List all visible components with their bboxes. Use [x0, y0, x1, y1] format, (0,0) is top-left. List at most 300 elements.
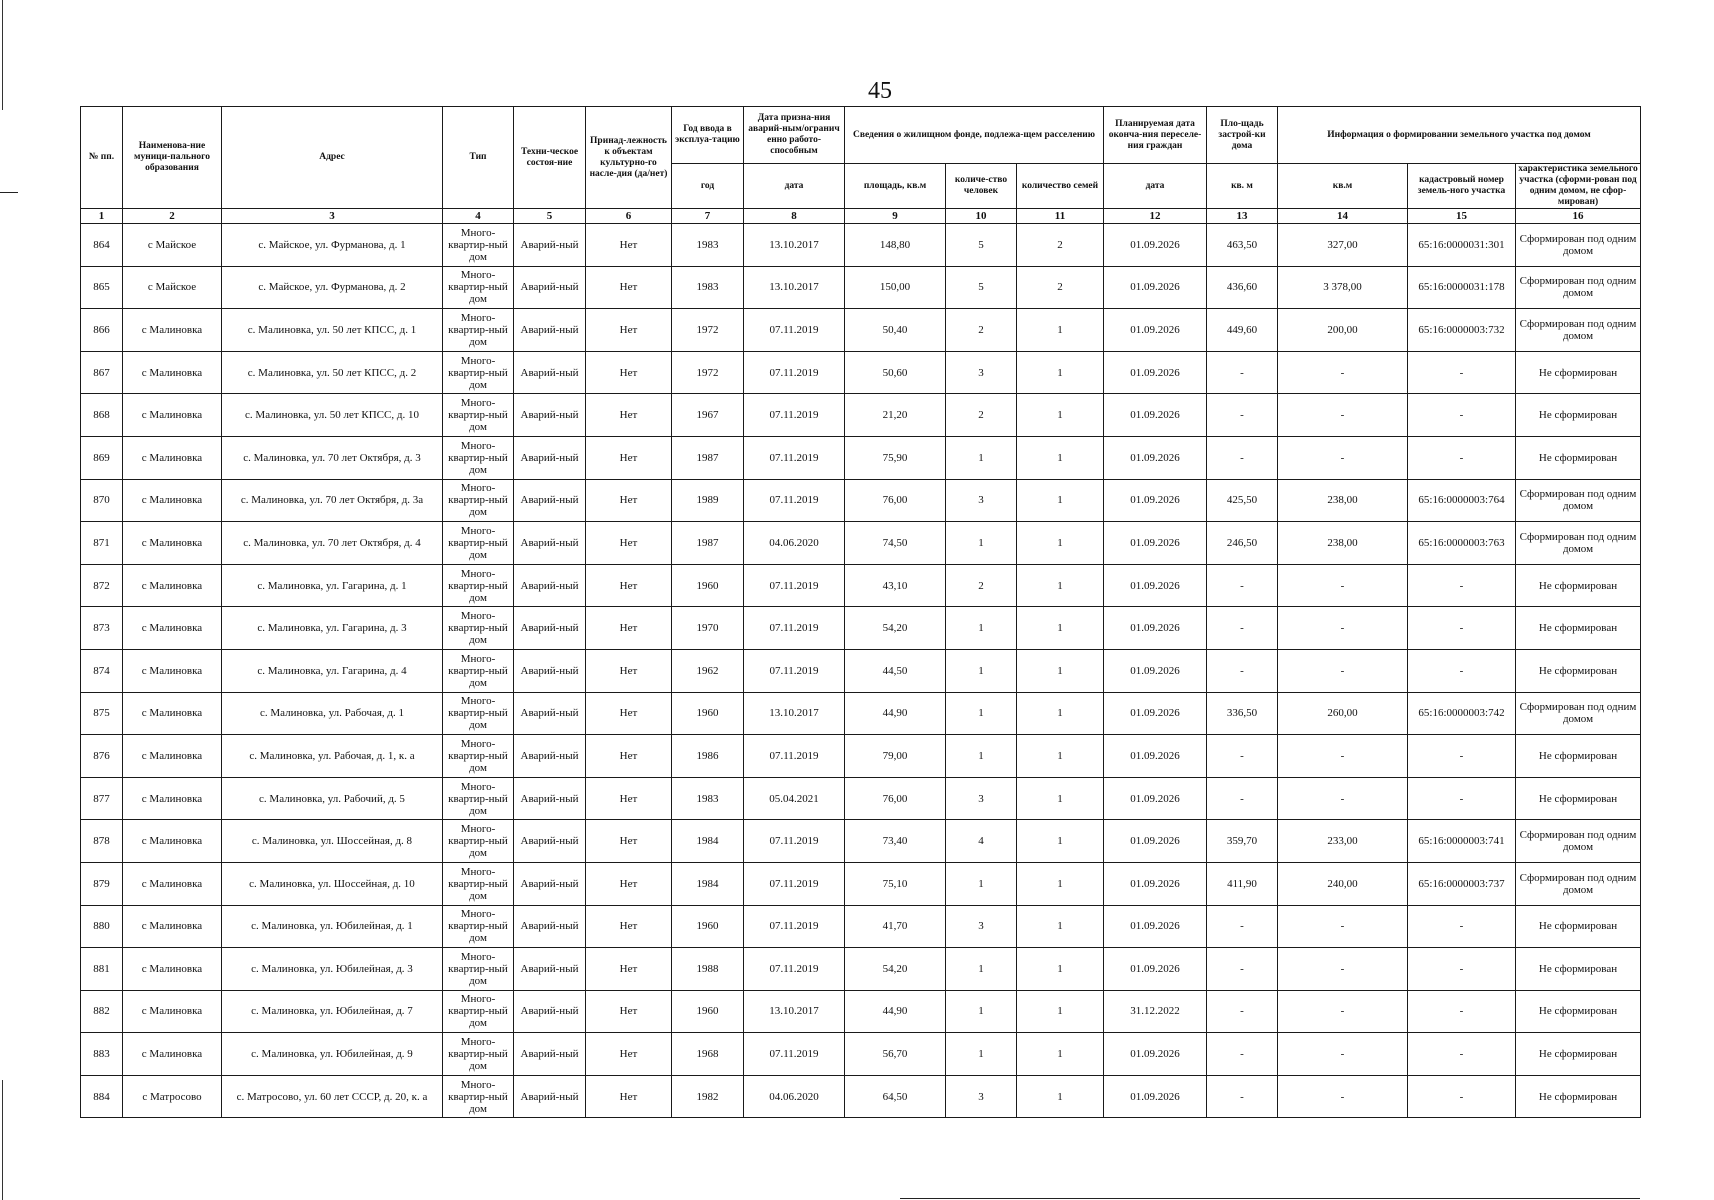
cell-emergency-date: 07.11.2019 — [744, 1033, 845, 1076]
cell-cultural-heritage: Нет — [586, 394, 672, 437]
cell-land-area: - — [1278, 905, 1408, 948]
cell-planned-date: 31.12.2022 — [1104, 990, 1207, 1033]
cell-planned-date: 01.09.2026 — [1104, 309, 1207, 352]
cell-cultural-heritage: Нет — [586, 862, 672, 905]
cell-tech-state: Аварий-ный — [514, 649, 586, 692]
cell-building-area: - — [1207, 1033, 1278, 1076]
cell-building-area: - — [1207, 436, 1278, 479]
cell-commission-year: 1987 — [672, 436, 744, 479]
header-family-count: количество семей — [1017, 164, 1104, 209]
header-land-area-unit: кв.м — [1278, 164, 1408, 209]
cell-land-area: - — [1278, 777, 1408, 820]
cell-building-type: Много-квартир-ный дом — [443, 394, 514, 437]
cell-building-type: Много-квартир-ный дом — [443, 905, 514, 948]
cell-land-area: - — [1278, 394, 1408, 437]
cell-people-count: 1 — [946, 735, 1017, 778]
cell-cadastral-number: - — [1408, 649, 1516, 692]
cell-municipality: с Матросово — [123, 1075, 222, 1118]
cell-commission-year: 1967 — [672, 394, 744, 437]
cell-planned-date: 01.09.2026 — [1104, 1033, 1207, 1076]
cell-row-number: 866 — [81, 309, 123, 352]
cell-building-type: Много-квартир-ный дом — [443, 224, 514, 267]
cell-row-number: 884 — [81, 1075, 123, 1118]
cell-land-status: Не сформирован — [1516, 607, 1641, 650]
cell-land-status: Не сформирован — [1516, 351, 1641, 394]
cell-people-count: 2 — [946, 564, 1017, 607]
scan-line-bottom — [900, 1198, 1640, 1199]
header-housing-info: Сведения о жилищном фонде, подлежа-щем расселению — [845, 107, 1104, 164]
column-number: 5 — [514, 209, 586, 224]
cell-living-area: 44,90 — [845, 692, 946, 735]
cell-emergency-date: 05.04.2021 — [744, 777, 845, 820]
cell-cultural-heritage: Нет — [586, 309, 672, 352]
cell-commission-year: 1988 — [672, 948, 744, 991]
header-no: № пп. — [81, 107, 123, 209]
cell-commission-year: 1983 — [672, 224, 744, 267]
cell-municipality: с Малиновка — [123, 309, 222, 352]
cell-municipality: с Малиновка — [123, 522, 222, 565]
cell-family-count: 1 — [1017, 522, 1104, 565]
cell-tech-state: Аварий-ный — [514, 351, 586, 394]
cell-emergency-date: 07.11.2019 — [744, 905, 845, 948]
table-body — [81, 224, 1641, 1118]
cell-commission-year: 1983 — [672, 777, 744, 820]
cell-planned-date: 01.09.2026 — [1104, 777, 1207, 820]
table-row — [81, 522, 1641, 565]
table-row — [81, 309, 1641, 352]
header-tech-state: Техни-ческое состоя-ние — [514, 107, 586, 209]
cell-municipality: с Малиновка — [123, 564, 222, 607]
cell-living-area: 75,90 — [845, 436, 946, 479]
cell-emergency-date: 07.11.2019 — [744, 436, 845, 479]
cell-building-area: - — [1207, 1075, 1278, 1118]
cell-row-number: 872 — [81, 564, 123, 607]
cell-cultural-heritage: Нет — [586, 990, 672, 1033]
cell-building-area: 463,50 — [1207, 224, 1278, 267]
cell-building-area: - — [1207, 948, 1278, 991]
cell-land-area: 238,00 — [1278, 479, 1408, 522]
cell-address: с. Малиновка, ул. Шоссейная, д. 10 — [222, 862, 443, 905]
cell-building-type: Много-квартир-ный дом — [443, 479, 514, 522]
cell-row-number: 875 — [81, 692, 123, 735]
cell-building-area: - — [1207, 990, 1278, 1033]
cell-land-area: - — [1278, 607, 1408, 650]
cell-municipality: с Малиновка — [123, 777, 222, 820]
header-people-count: количе-ство человек — [946, 164, 1017, 209]
column-number: 11 — [1017, 209, 1104, 224]
margin-mark-top — [2, 0, 3, 110]
cell-family-count: 1 — [1017, 948, 1104, 991]
cell-building-area: - — [1207, 777, 1278, 820]
cell-building-type: Много-квартир-ный дом — [443, 564, 514, 607]
column-number: 6 — [586, 209, 672, 224]
cell-land-status: Не сформирован — [1516, 948, 1641, 991]
cell-address: с. Малиновка, ул. Юбилейная, д. 9 — [222, 1033, 443, 1076]
cell-row-number: 869 — [81, 436, 123, 479]
cell-land-area: 327,00 — [1278, 224, 1408, 267]
cell-building-type: Много-квартир-ный дом — [443, 309, 514, 352]
header-cultural-heritage: Принад-лежность к объектам культурно-го насле-дия (да/нет) — [586, 107, 672, 209]
cell-family-count: 1 — [1017, 905, 1104, 948]
table-row — [81, 905, 1641, 948]
cell-address: с. Матросово, ул. 60 лет СССР, д. 20, к. а — [222, 1075, 443, 1118]
cell-building-area: - — [1207, 564, 1278, 607]
cell-building-area: 425,50 — [1207, 479, 1278, 522]
cell-land-status: Не сформирован — [1516, 1033, 1641, 1076]
cell-emergency-date: 13.10.2017 — [744, 990, 845, 1033]
header-municipality: Наименова-ние муници-пального образования — [123, 107, 222, 209]
cell-emergency-date: 07.11.2019 — [744, 820, 845, 863]
cell-family-count: 1 — [1017, 692, 1104, 735]
cell-land-area: 240,00 — [1278, 862, 1408, 905]
cell-commission-year: 1983 — [672, 266, 744, 309]
cell-cadastral-number: - — [1408, 1033, 1516, 1076]
cell-land-area: - — [1278, 990, 1408, 1033]
cell-building-area: 411,90 — [1207, 862, 1278, 905]
page-number: 45 — [868, 78, 892, 104]
cell-cadastral-number: 65:16:0000003:737 — [1408, 862, 1516, 905]
cell-row-number: 876 — [81, 735, 123, 778]
cell-building-area: 436,60 — [1207, 266, 1278, 309]
cell-cadastral-number: - — [1408, 1075, 1516, 1118]
cell-family-count: 1 — [1017, 649, 1104, 692]
cell-land-status: Не сформирован — [1516, 777, 1641, 820]
cell-planned-date: 01.09.2026 — [1104, 862, 1207, 905]
cell-municipality: с Майское — [123, 266, 222, 309]
dwelling-registry-table — [80, 106, 1641, 1118]
cell-land-status: Сформирован под одним домом — [1516, 266, 1641, 309]
column-number: 10 — [946, 209, 1017, 224]
cell-cultural-heritage: Нет — [586, 479, 672, 522]
cell-living-area: 76,00 — [845, 479, 946, 522]
cell-cultural-heritage: Нет — [586, 777, 672, 820]
header-address: Адрес — [222, 107, 443, 209]
cell-land-area: - — [1278, 649, 1408, 692]
cell-living-area: 148,80 — [845, 224, 946, 267]
cell-tech-state: Аварий-ный — [514, 1033, 586, 1076]
cell-commission-year: 1982 — [672, 1075, 744, 1118]
column-number: 9 — [845, 209, 946, 224]
cell-cadastral-number: 65:16:0000031:301 — [1408, 224, 1516, 267]
column-number: 4 — [443, 209, 514, 224]
cell-cadastral-number: - — [1408, 990, 1516, 1033]
cell-address: с. Малиновка, ул. Рабочая, д. 1, к. а — [222, 735, 443, 778]
cell-emergency-date: 13.10.2017 — [744, 266, 845, 309]
cell-family-count: 1 — [1017, 1033, 1104, 1076]
cell-people-count: 3 — [946, 1075, 1017, 1118]
cell-municipality: с Малиновка — [123, 436, 222, 479]
cell-commission-year: 1960 — [672, 905, 744, 948]
margin-mark-bottom — [2, 1080, 3, 1200]
cell-emergency-date: 07.11.2019 — [744, 394, 845, 437]
cell-commission-year: 1968 — [672, 1033, 744, 1076]
cell-people-count: 5 — [946, 266, 1017, 309]
table-row — [81, 1033, 1641, 1076]
cell-land-status: Сформирован под одним домом — [1516, 224, 1641, 267]
cell-address: с. Малиновка, ул. 70 лет Октября, д. 3 — [222, 436, 443, 479]
cell-building-area: - — [1207, 394, 1278, 437]
cell-people-count: 3 — [946, 777, 1017, 820]
header-land-characteristic: характеристика земельного участка (сформи-рован под одним домом, не сфор-мирован) — [1516, 164, 1641, 209]
table-row — [81, 436, 1641, 479]
cell-tech-state: Аварий-ный — [514, 990, 586, 1033]
cell-building-area: - — [1207, 649, 1278, 692]
cell-tech-state: Аварий-ный — [514, 479, 586, 522]
cell-row-number: 867 — [81, 351, 123, 394]
header-building-area: Пло-щадь застрой-ки дома — [1207, 107, 1278, 164]
cell-cadastral-number: - — [1408, 905, 1516, 948]
column-number: 7 — [672, 209, 744, 224]
cell-building-type: Много-квартир-ный дом — [443, 735, 514, 778]
cell-family-count: 1 — [1017, 351, 1104, 394]
cell-address: с. Малиновка, ул. Юбилейная, д. 7 — [222, 990, 443, 1033]
cell-tech-state: Аварий-ный — [514, 777, 586, 820]
cell-row-number: 870 — [81, 479, 123, 522]
cell-living-area: 73,40 — [845, 820, 946, 863]
cell-family-count: 1 — [1017, 564, 1104, 607]
cell-building-area: 246,50 — [1207, 522, 1278, 565]
table-row — [81, 351, 1641, 394]
cell-building-type: Много-квартир-ный дом — [443, 948, 514, 991]
cell-people-count: 1 — [946, 607, 1017, 650]
cell-land-status: Не сформирован — [1516, 436, 1641, 479]
cell-people-count: 3 — [946, 479, 1017, 522]
cell-living-area: 54,20 — [845, 607, 946, 650]
cell-tech-state: Аварий-ный — [514, 607, 586, 650]
cell-planned-date: 01.09.2026 — [1104, 224, 1207, 267]
header-emergency-date: Дата призна-ния аварий-ным/огранич енно работо-способным — [744, 107, 845, 164]
cell-tech-state: Аварий-ный — [514, 862, 586, 905]
cell-tech-state: Аварий-ный — [514, 692, 586, 735]
header-date-unit: дата — [744, 164, 845, 209]
cell-planned-date: 01.09.2026 — [1104, 266, 1207, 309]
cell-tech-state: Аварий-ный — [514, 905, 586, 948]
cell-tech-state: Аварий-ный — [514, 309, 586, 352]
table-row — [81, 266, 1641, 309]
cell-tech-state: Аварий-ный — [514, 820, 586, 863]
cell-planned-date: 01.09.2026 — [1104, 649, 1207, 692]
column-number: 2 — [123, 209, 222, 224]
cell-people-count: 2 — [946, 394, 1017, 437]
cell-family-count: 2 — [1017, 224, 1104, 267]
cell-row-number: 877 — [81, 777, 123, 820]
header-living-area: площадь, кв.м — [845, 164, 946, 209]
table-row — [81, 735, 1641, 778]
cell-commission-year: 1984 — [672, 820, 744, 863]
cell-cadastral-number: - — [1408, 351, 1516, 394]
cell-cultural-heritage: Нет — [586, 266, 672, 309]
table-row — [81, 649, 1641, 692]
cell-tech-state: Аварий-ный — [514, 735, 586, 778]
cell-building-type: Много-квартир-ный дом — [443, 1075, 514, 1118]
cell-commission-year: 1986 — [672, 735, 744, 778]
cell-land-status: Сформирован под одним домом — [1516, 862, 1641, 905]
cell-planned-date: 01.09.2026 — [1104, 436, 1207, 479]
cell-planned-date: 01.09.2026 — [1104, 692, 1207, 735]
cell-land-area: - — [1278, 735, 1408, 778]
cell-address: с. Малиновка, ул. Гагарина, д. 3 — [222, 607, 443, 650]
table-row — [81, 820, 1641, 863]
cell-people-count: 2 — [946, 309, 1017, 352]
cell-emergency-date: 04.06.2020 — [744, 522, 845, 565]
cell-address: с. Малиновка, ул. Шоссейная, д. 8 — [222, 820, 443, 863]
cell-row-number: 871 — [81, 522, 123, 565]
column-number-row — [81, 209, 1641, 224]
cell-row-number: 868 — [81, 394, 123, 437]
cell-cultural-heritage: Нет — [586, 905, 672, 948]
cell-address: с. Малиновка, ул. Гагарина, д. 1 — [222, 564, 443, 607]
cell-building-area: 449,60 — [1207, 309, 1278, 352]
cell-municipality: с Малиновка — [123, 735, 222, 778]
cell-address: с. Малиновка, ул. 70 лет Октября, д. 3а — [222, 479, 443, 522]
cell-planned-date: 01.09.2026 — [1104, 1075, 1207, 1118]
cell-emergency-date: 07.11.2019 — [744, 309, 845, 352]
cell-cultural-heritage: Нет — [586, 522, 672, 565]
cell-emergency-date: 07.11.2019 — [744, 649, 845, 692]
cell-address: с. Майское, ул. Фурманова, д. 2 — [222, 266, 443, 309]
cell-family-count: 1 — [1017, 479, 1104, 522]
table-row — [81, 777, 1641, 820]
cell-people-count: 1 — [946, 436, 1017, 479]
cell-land-status: Не сформирован — [1516, 905, 1641, 948]
cell-row-number: 874 — [81, 649, 123, 692]
cell-cadastral-number: - — [1408, 436, 1516, 479]
cell-emergency-date: 13.10.2017 — [744, 224, 845, 267]
cell-cultural-heritage: Нет — [586, 649, 672, 692]
cell-municipality: с Малиновка — [123, 479, 222, 522]
cell-planned-date: 01.09.2026 — [1104, 479, 1207, 522]
cell-cadastral-number: - — [1408, 735, 1516, 778]
table-row — [81, 1075, 1641, 1118]
cell-building-type: Много-квартир-ный дом — [443, 990, 514, 1033]
cell-cadastral-number: 65:16:0000003:764 — [1408, 479, 1516, 522]
cell-family-count: 1 — [1017, 309, 1104, 352]
cell-living-area: 64,50 — [845, 1075, 946, 1118]
cell-commission-year: 1989 — [672, 479, 744, 522]
cell-cadastral-number: - — [1408, 948, 1516, 991]
cell-building-type: Много-квартир-ный дом — [443, 1033, 514, 1076]
cell-municipality: с Малиновка — [123, 862, 222, 905]
cell-commission-year: 1972 — [672, 309, 744, 352]
cell-emergency-date: 07.11.2019 — [744, 607, 845, 650]
cell-cultural-heritage: Нет — [586, 735, 672, 778]
cell-building-type: Много-квартир-ный дом — [443, 436, 514, 479]
column-number: 13 — [1207, 209, 1278, 224]
cell-commission-year: 1960 — [672, 564, 744, 607]
cell-commission-year: 1972 — [672, 351, 744, 394]
cell-cultural-heritage: Нет — [586, 351, 672, 394]
header-type: Тип — [443, 107, 514, 209]
cell-tech-state: Аварий-ный — [514, 436, 586, 479]
cell-commission-year: 1960 — [672, 692, 744, 735]
cell-living-area: 50,40 — [845, 309, 946, 352]
cell-living-area: 75,10 — [845, 862, 946, 905]
cell-emergency-date: 07.11.2019 — [744, 735, 845, 778]
header-cadastral-number: кадастровый номер земель-ного участка — [1408, 164, 1516, 209]
cell-row-number: 880 — [81, 905, 123, 948]
table-row — [81, 394, 1641, 437]
header-year-unit: год — [672, 164, 744, 209]
cell-cultural-heritage: Нет — [586, 224, 672, 267]
cell-building-area: 359,70 — [1207, 820, 1278, 863]
cell-land-status: Не сформирован — [1516, 735, 1641, 778]
cell-commission-year: 1984 — [672, 862, 744, 905]
cell-tech-state: Аварий-ный — [514, 948, 586, 991]
cell-address: с. Малиновка, ул. 50 лет КПСС, д. 2 — [222, 351, 443, 394]
cell-address: с. Малиновка, ул. Рабочая, д. 1 — [222, 692, 443, 735]
cell-land-area: - — [1278, 948, 1408, 991]
cell-cultural-heritage: Нет — [586, 692, 672, 735]
cell-commission-year: 1960 — [672, 990, 744, 1033]
cell-tech-state: Аварий-ный — [514, 224, 586, 267]
cell-municipality: с Малиновка — [123, 1033, 222, 1076]
cell-living-area: 74,50 — [845, 522, 946, 565]
cell-living-area: 41,70 — [845, 905, 946, 948]
cell-tech-state: Аварий-ный — [514, 564, 586, 607]
cell-land-status: Сформирован под одним домом — [1516, 820, 1641, 863]
cell-family-count: 1 — [1017, 436, 1104, 479]
cell-address: с. Малиновка, ул. Юбилейная, д. 3 — [222, 948, 443, 991]
cell-land-status: Не сформирован — [1516, 990, 1641, 1033]
cell-cultural-heritage: Нет — [586, 1033, 672, 1076]
cell-family-count: 1 — [1017, 820, 1104, 863]
cell-family-count: 1 — [1017, 862, 1104, 905]
cell-emergency-date: 07.11.2019 — [744, 948, 845, 991]
header-planned-unit: дата — [1104, 164, 1207, 209]
cell-municipality: с Малиновка — [123, 607, 222, 650]
cell-living-area: 44,90 — [845, 990, 946, 1033]
cell-land-status: Сформирован под одним домом — [1516, 692, 1641, 735]
cell-tech-state: Аварий-ный — [514, 522, 586, 565]
cell-people-count: 1 — [946, 862, 1017, 905]
cell-living-area: 50,60 — [845, 351, 946, 394]
cell-building-type: Много-квартир-ный дом — [443, 266, 514, 309]
cell-row-number: 881 — [81, 948, 123, 991]
cell-municipality: с Майское — [123, 224, 222, 267]
cell-planned-date: 01.09.2026 — [1104, 607, 1207, 650]
cell-emergency-date: 07.11.2019 — [744, 351, 845, 394]
cell-living-area: 44,50 — [845, 649, 946, 692]
column-number: 1 — [81, 209, 123, 224]
cell-people-count: 4 — [946, 820, 1017, 863]
cell-commission-year: 1987 — [672, 522, 744, 565]
cell-row-number: 882 — [81, 990, 123, 1033]
table-row — [81, 862, 1641, 905]
cell-planned-date: 01.09.2026 — [1104, 564, 1207, 607]
column-number: 16 — [1516, 209, 1641, 224]
table-row — [81, 224, 1641, 267]
cell-planned-date: 01.09.2026 — [1104, 820, 1207, 863]
cell-building-area: - — [1207, 351, 1278, 394]
cell-emergency-date: 07.11.2019 — [744, 479, 845, 522]
cell-land-area: - — [1278, 1033, 1408, 1076]
cell-living-area: 54,20 — [845, 948, 946, 991]
cell-people-count: 1 — [946, 522, 1017, 565]
cell-land-area: 3 378,00 — [1278, 266, 1408, 309]
cell-building-area: - — [1207, 905, 1278, 948]
cell-municipality: с Малиновка — [123, 948, 222, 991]
header-commission-year: Год ввода в эксплуа-тацию — [672, 107, 744, 164]
cell-cadastral-number: 65:16:0000003:742 — [1408, 692, 1516, 735]
cell-people-count: 1 — [946, 692, 1017, 735]
table-row — [81, 990, 1641, 1033]
cell-family-count: 1 — [1017, 990, 1104, 1033]
cell-land-area: 238,00 — [1278, 522, 1408, 565]
cell-building-type: Много-квартир-ный дом — [443, 607, 514, 650]
cell-cultural-heritage: Нет — [586, 1075, 672, 1118]
cell-people-count: 3 — [946, 905, 1017, 948]
cell-building-type: Много-квартир-ный дом — [443, 777, 514, 820]
